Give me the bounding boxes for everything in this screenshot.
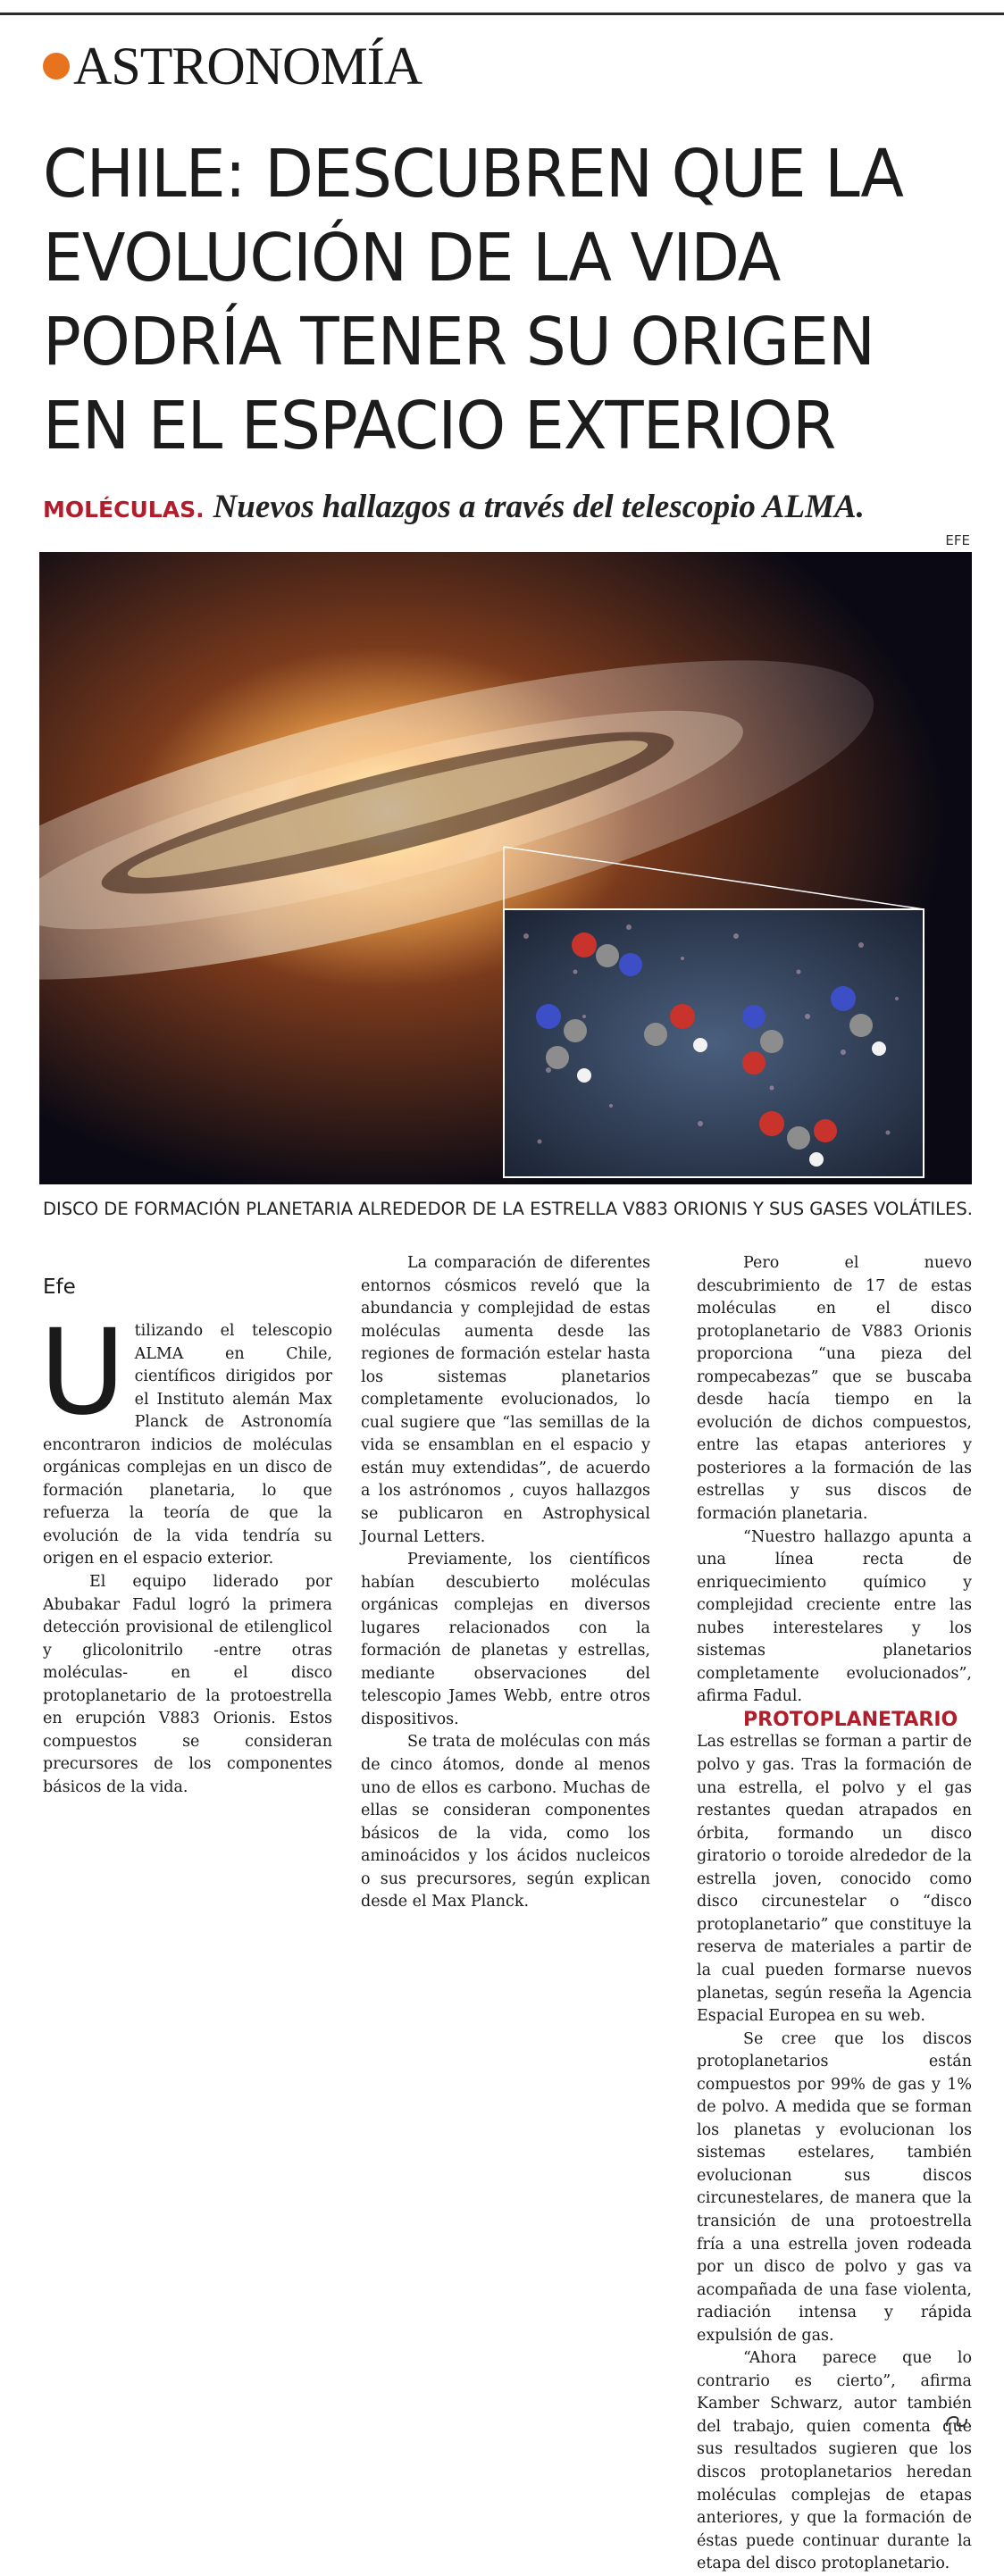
photo-credit: EFE: [945, 532, 970, 548]
section-label: ASTRONOMÍA: [73, 37, 423, 96]
section-bullet-icon: [43, 53, 70, 79]
article-paragraph: Pero el nuevo descubrimiento de 17 de estas moléculas en el disco protoplanetario de V883 Orionis proporciona “una pieza del rompecabezas” que se buscaba desde hacía tiempo en la evolución de dichos compuestos, entre las etapas anteriores y posteriores a la formación de las estrellas y sus discos de formación planetaria.: [697, 1254, 972, 1524]
article-paragraph: Se trata de moléculas con más de cinco átomos, donde al menos uno de ellos es carbono. Muchas de ellas se consideran componentes básicos de la vida, como los aminoácidos y los ácidos nucleicos o sus precursores, según explican desde el Max Planck.: [361, 1733, 650, 1911]
main-photo: [39, 552, 972, 1184]
article-column-1: [39, 1304, 332, 1799]
kicker-text: Nuevos hallazgos a través del telescopio ALMA.: [213, 489, 865, 525]
article-paragraph: El equipo liderado por Abubakar Fadul logró la primera detección provisional de etilenglicol y glicolonitrilo -entre otras moléculas- en el disco protoplanetario de la protoestrella en erupción V883 Orionis. Estos compuestos se consideran precursores de los componentes básicos de la vida.: [43, 1573, 332, 1796]
dropcap: U: [39, 1304, 126, 1442]
article-paragraph: “Ahora parece que lo contrario es cierto”, afirma Kamber Schwarz, autor también del trabajo, quien comenta que sus resultados sugieren que los discos protoplanetarios heredan moléculas complejas de etapas anteriores, y que la formación de éstas puede continuar durante la etapa del disco protoplanetario.: [697, 2349, 972, 2573]
article-paragraph: “Nuestro hallazgo apunta a una línea recta de enriquecimiento químico y complejidad creciente entre las nubes interestelares y los sistemas planetarios completamente evolucionados”, afirma Fadul.: [697, 1527, 972, 1706]
article-column-2: [361, 1252, 650, 1914]
end-mark-icon: [943, 2412, 970, 2431]
headline: CHILE: DESCUBREN QUE LA EVOLUCIÓN DE LA VIDA PODRÍA TENER SU ORIGEN EN EL ESPACIO EXTERIOR: [43, 136, 904, 464]
paragraph-text: tilizando el telescopio ALMA en Chile, científicos dirigidos por el Instituto alemán Max Planck de Astronomía encontraron indicios de moléculas orgánicas complejas en un disco de formación planetaria, lo que refuerza la teoría de que la evolución de la vida tendría su origen en el espacio exterior.: [43, 1322, 332, 1568]
photo-caption: DISCO DE FORMACIÓN PLANETARIA ALREDEDOR DE LA ESTRELLA V883 ORIONIS Y SUS GASES VOLÁTILES.: [43, 1199, 973, 1219]
article-paragraph: La comparación de diferentes entornos cósmicos reveló que la abundancia y complejidad de estas moléculas aumenta desde las regiones de formación estelar hasta los sistemas planetarios completamente evolucionados, lo cual sugiere que “las semillas de la vida se ensamblan en el espacio y están muy extendidas”, de acuerdo a los astrónomos , cuyos hallazgos se publicaron en Astrophysical Journal Letters.: [361, 1254, 650, 1546]
article-column-3: [697, 1252, 972, 2576]
section-header: [43, 37, 423, 96]
kicker-tag: MOLÉCULAS.: [43, 497, 205, 523]
article-paragraph: Previamente, los científicos habían descubierto moléculas orgánicas complejas en diversos lugares relacionados con la formación de planetas y estrellas, mediante observaciones del telescopio James Webb, entre otros dispositivos.: [361, 1551, 650, 1728]
byline: Efe: [43, 1275, 76, 1299]
article-paragraph: [39, 1304, 332, 1571]
top-rule: [0, 13, 1004, 15]
subhead: PROTOPLANETARIO: [743, 1708, 958, 1731]
article-paragraph: Se cree que los discos protoplanetarios están compuestos por 99% de gas y 1% de polvo. A medida que se forman los planetas y evolucionan los sistemas estelares, también evolucionan sus discos circunestelares, de manera que la transición de una protoestrella fría a una estrella joven rodeada por un disco de polvo y gas va acompañada de una fase violenta, radiación intensa y rápida expulsión de gas.: [697, 2029, 972, 2345]
article-paragraph: Las estrellas se forman a partir de polvo y gas. Tras la formación de una estrella, el polvo y el gas restantes quedan atrapados en órbita, formando un disco giratorio o toroide alrededor de la estrella joven, conocido como disco circunestelar o “disco protoplanetario” que constituye la reserva de materiales a partir de la cual pueden formarse nuevos planetas, según reseña la Agencia Espacial Europea en su web.: [697, 1733, 972, 2026]
kicker: [43, 488, 972, 526]
